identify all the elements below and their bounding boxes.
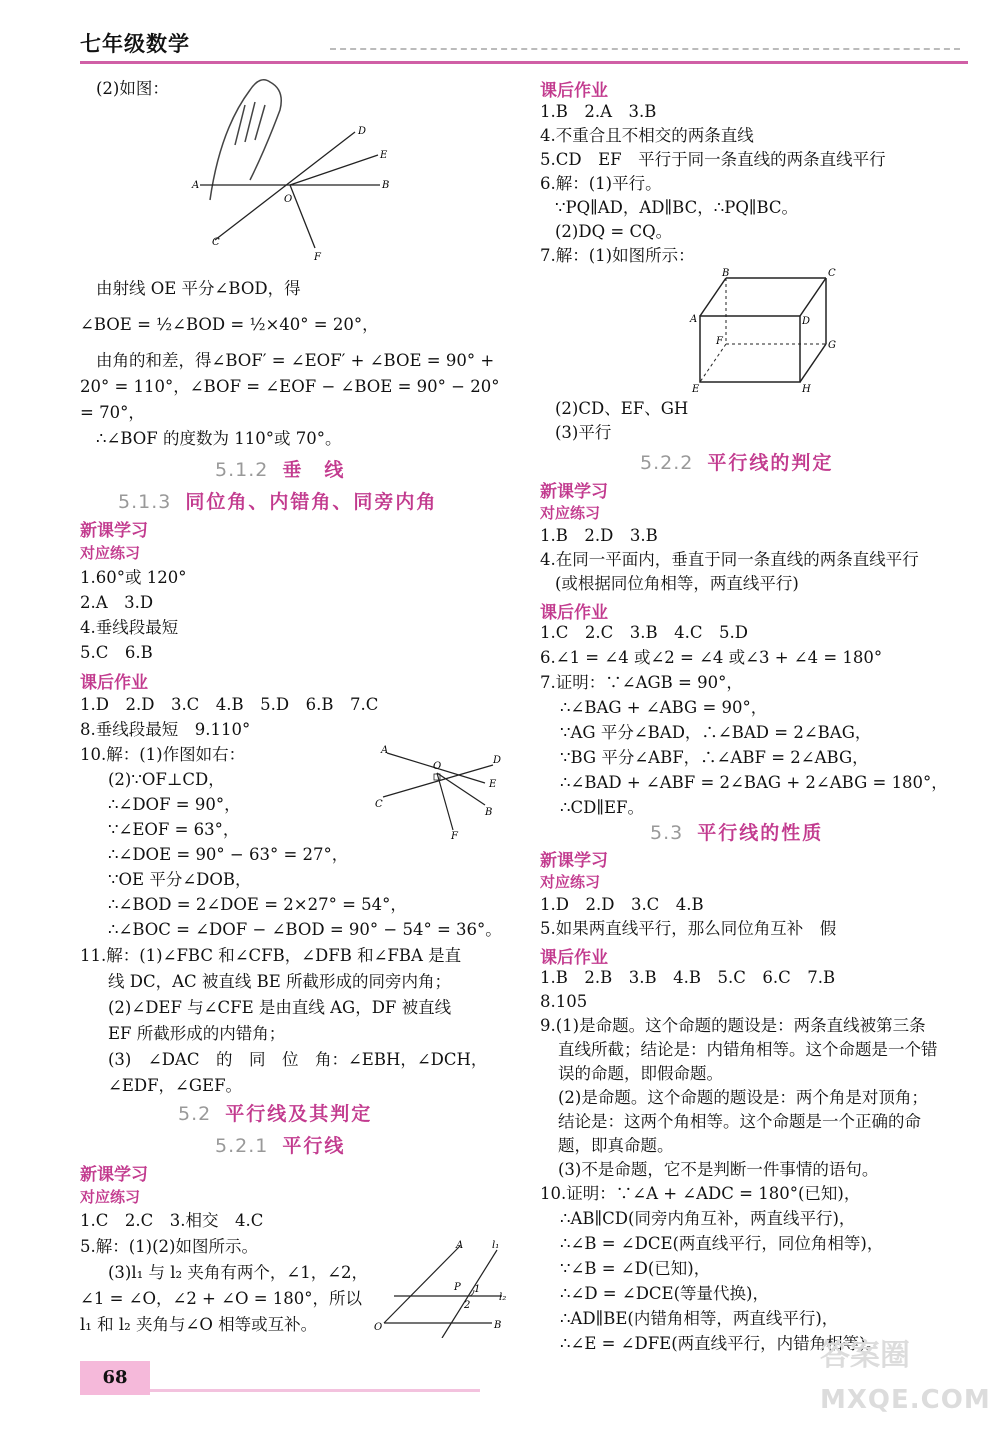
svg-text:O: O [433,761,442,772]
svg-text:B: B [722,268,730,279]
heading-homework: 课后作业 [540,948,608,968]
answer-line: (2)DQ = CQ。 [555,222,673,241]
answer-line: ∴CD∥EF。 [560,798,644,817]
watermark-url: MXQE.COM [820,1385,991,1415]
answer-line: 4.不重合且不相交的两条直线 [540,126,754,145]
answer-line: 7.解：(1)如图所示： [540,246,695,265]
label-e: E [380,150,388,161]
section-title-angles: 5.1.3 同位角、内错角、同旁内角 [118,491,438,513]
answer-line: 结论是：这两个角相等。这个命题是一个正确的命 [558,1112,921,1131]
answer-line: (2)∵OF⊥CD， [108,770,225,789]
section-title-perpendicular: 5.1.2 垂 线 [215,459,346,481]
svg-text:B: B [485,807,493,818]
answer-line: ∴∠BAD + ∠ABF = 2∠BAG + 2∠ABG = 180°， [560,773,948,792]
answer-line: 11.解：(1)∠FBC 和∠CFB，∠DFB 和∠FBA 是直 [80,946,462,965]
text-line: 由角的和差，得∠BOF′ = ∠EOF′ + ∠BOE = 90° + [96,351,495,370]
label-f: F [314,252,321,263]
answer-line: 1.D 2.D 3.C 4.B 5.D 6.B 7.C [80,695,379,714]
answer-line: ∴∠DOF = 90°， [108,795,241,814]
text-line: 20° = 110°，∠BOF = ∠EOF − ∠BOE = 90° − 20° [80,377,500,396]
answer-line: (或根据同位角相等，两直线平行) [555,574,799,593]
heading-practice: 对应练习 [540,873,601,891]
label-b: B [382,180,390,191]
answer-line: ∵∠EOF = 63°， [108,820,240,839]
answer-line: ∠EDF，∠GEF。 [108,1076,243,1095]
answer-line: 1.D 2.D 3.C 4.B [540,895,704,914]
answer-line: 1.C 2.C 3.B 4.C 5.D [540,623,748,642]
answer-line: ∵∠B = ∠D(已知)， [560,1259,711,1278]
answer-line: ∠1 = ∠O，∠2 + ∠O = 180°，所以 [80,1289,363,1308]
svg-text:P: P [454,1282,461,1293]
answer-line: 5.CD EF 平行于同一条直线的两条直线平行 [540,150,886,169]
section-title-properties: 5.3 平行线的性质 [650,822,824,844]
answer-line: ∵PQ∥AD，AD∥BC，∴PQ∥BC。 [555,198,799,217]
footer-rule [150,1389,480,1392]
answer-line: 1.B 2.B 3.B 4.B 5.C 6.C 7.B [540,968,836,987]
answer-line: ∴AD∥BE(内错角相等，两直线平行)， [560,1309,839,1328]
label-c: C [212,237,220,248]
answer-line: ∴∠E = ∠DFE(两直线平行，内错角相等)。 [560,1334,883,1353]
header-dash-decoration [330,48,960,50]
answer-line: 7.证明：∵∠AGB = 90°， [540,673,743,692]
text-line: (2)如图： [96,79,169,98]
header-rule [80,61,968,64]
heading-practice: 对应练习 [80,544,141,562]
figure-angle-bisector [190,70,410,265]
answer-line: 5.如果两直线平行，那么同位角互补 假 [540,919,837,938]
answer-line: 5.C 6.B [80,643,153,662]
answer-line: (3)不是命题，它不是判断一件事情的语句。 [558,1160,879,1179]
svg-text:D: D [802,316,811,327]
svg-text:l₁: l₁ [492,1240,500,1251]
answer-line: (3)l₁ 与 l₂ 夹角有两个，∠1，∠2， [108,1263,369,1282]
svg-text:A: A [690,314,698,325]
heading-new-lesson: 新课学习 [540,482,608,502]
heading-practice: 对应练习 [80,1188,141,1206]
svg-text:C: C [828,268,836,279]
answer-line: 5.解：(1)(2)如图所示。 [80,1237,258,1256]
answer-line: ∴∠BOC = ∠DOF − ∠BOD = 90° − 54° = 36°。 [108,920,502,939]
section-title-parallel: 5.2 平行线及其判定 [178,1103,373,1125]
answer-line: 4.在同一平面内，垂直于同一条直线的两条直线平行 [540,550,919,569]
answer-line: ∵AG 平分∠BAD，∴∠BAD = 2∠BAG， [560,723,872,742]
label-d: D [358,126,367,137]
label-a: A [192,180,200,191]
answer-line: (2)∠DEF 与∠CFE 是由直线 AG，DF 被直线 [108,998,452,1017]
answer-line: ∵OE 平分∠DOB， [108,870,252,889]
page-number: 68 [80,1361,150,1395]
answer-line: ∴∠BAG + ∠ABG = 90°， [560,698,768,717]
svg-text:F: F [716,336,723,347]
text-line: ∴∠BOF 的度数为 110°或 70°。 [96,429,342,448]
figure-perpendicular [375,745,505,840]
answer-line: 10.证明：∵∠A + ∠ADC = 180°(已知)， [540,1184,861,1203]
text-line: = 70°， [80,403,145,422]
heading-homework: 课后作业 [80,673,148,693]
answer-line: 1.60°或 120° [80,568,187,587]
answer-line: 1.C 2.C 3.相交 4.C [80,1211,264,1230]
answer-line: (2)是命题。这个命题的题设是：两个角是对顶角； [558,1088,928,1107]
svg-text:C: C [375,799,383,810]
header-title: 七年级数学 [80,32,190,56]
answer-line: 1.B 2.A 3.B [540,102,657,121]
heading-new-lesson: 新课学习 [540,851,608,871]
section-title-parallel-lines: 5.2.1 平行线 [215,1135,346,1157]
answer-line: ∴∠BOD = 2∠DOE = 2×27° = 54°， [108,895,407,914]
answer-line: 线 DC，AC 被直线 BE 所截形成的同旁内角； [108,972,452,991]
heading-practice: 对应练习 [540,504,601,522]
svg-text:O: O [374,1322,383,1333]
answer-line: ∴∠D = ∠DCE(等量代换)， [560,1284,769,1303]
watermark-logo: 答案圈 [820,1338,910,1373]
svg-text:1: 1 [474,1284,481,1295]
answer-line: ∴AB∥CD(同旁内角互补，两直线平行)， [560,1209,856,1228]
answer-line: 9.(1)是命题。这个命题的题设是：两条直线被第三条 [540,1016,926,1035]
answer-line: (3)平行 [555,423,612,442]
answer-line: 题，即真命题。 [558,1136,674,1155]
answer-line: 4.垂线段最短 [80,618,179,637]
text-line: ∠BOE = ½∠BOD = ½×40° = 20°， [80,315,379,334]
svg-text:F: F [451,831,458,840]
figure-cuboid [688,268,848,398]
svg-text:B: B [494,1320,502,1331]
svg-text:2: 2 [464,1300,471,1311]
answer-line: ∴∠DOE = 90° − 63° = 27°， [108,845,349,864]
answer-line: (3) ∠DAC 的 同 位 角：∠EBH，∠DCH， [108,1050,488,1069]
svg-text:G: G [828,340,836,351]
answer-line: 8.垂线段最短 9.110° [80,720,251,739]
svg-text:E: E [692,384,700,395]
answer-line: EF 所截形成的内错角； [108,1024,286,1043]
svg-text:H: H [802,384,811,395]
answer-line: 8.105 [540,992,588,1011]
svg-text:D: D [493,755,502,766]
answer-line: (2)CD、EF、GH [555,399,689,418]
heading-homework: 课后作业 [540,81,608,101]
heading-new-lesson: 新课学习 [80,1165,148,1185]
answer-line: 2.A 3.D [80,593,154,612]
answer-line: 误的命题，即假命题。 [558,1064,723,1083]
svg-text:A: A [381,745,389,756]
answer-line: l₁ 和 l₂ 夹角与∠O 相等或互补。 [80,1315,318,1334]
svg-text:l₂: l₂ [499,1292,507,1303]
answer-line: 直线所截；结论是：内错角相等。这个命题是一个错 [558,1040,938,1059]
answer-line: 6.解：(1)平行。 [540,174,662,193]
answer-line: 1.B 2.D 3.B [540,526,658,545]
label-o: O [284,194,293,205]
heading-homework: 课后作业 [540,603,608,623]
text-line: 由射线 OE 平分∠BOD，得 [96,279,301,298]
svg-text:E: E [489,779,497,790]
answer-line: ∵BG 平分∠ABF，∴∠ABF = 2∠ABG， [560,748,869,767]
figure-parallel-lines [372,1238,512,1338]
svg-text:A: A [456,1240,464,1251]
answer-line: 10.解：(1)作图如右： [80,745,246,764]
answer-line: 6.∠1 = ∠4 或∠2 = ∠4 或∠3 + ∠4 = 180° [540,648,883,667]
answer-line: ∴∠B = ∠DCE(两直线平行，同位角相等)， [560,1234,884,1253]
section-title-criteria: 5.2.2 平行线的判定 [640,452,834,474]
heading-new-lesson: 新课学习 [80,521,148,541]
